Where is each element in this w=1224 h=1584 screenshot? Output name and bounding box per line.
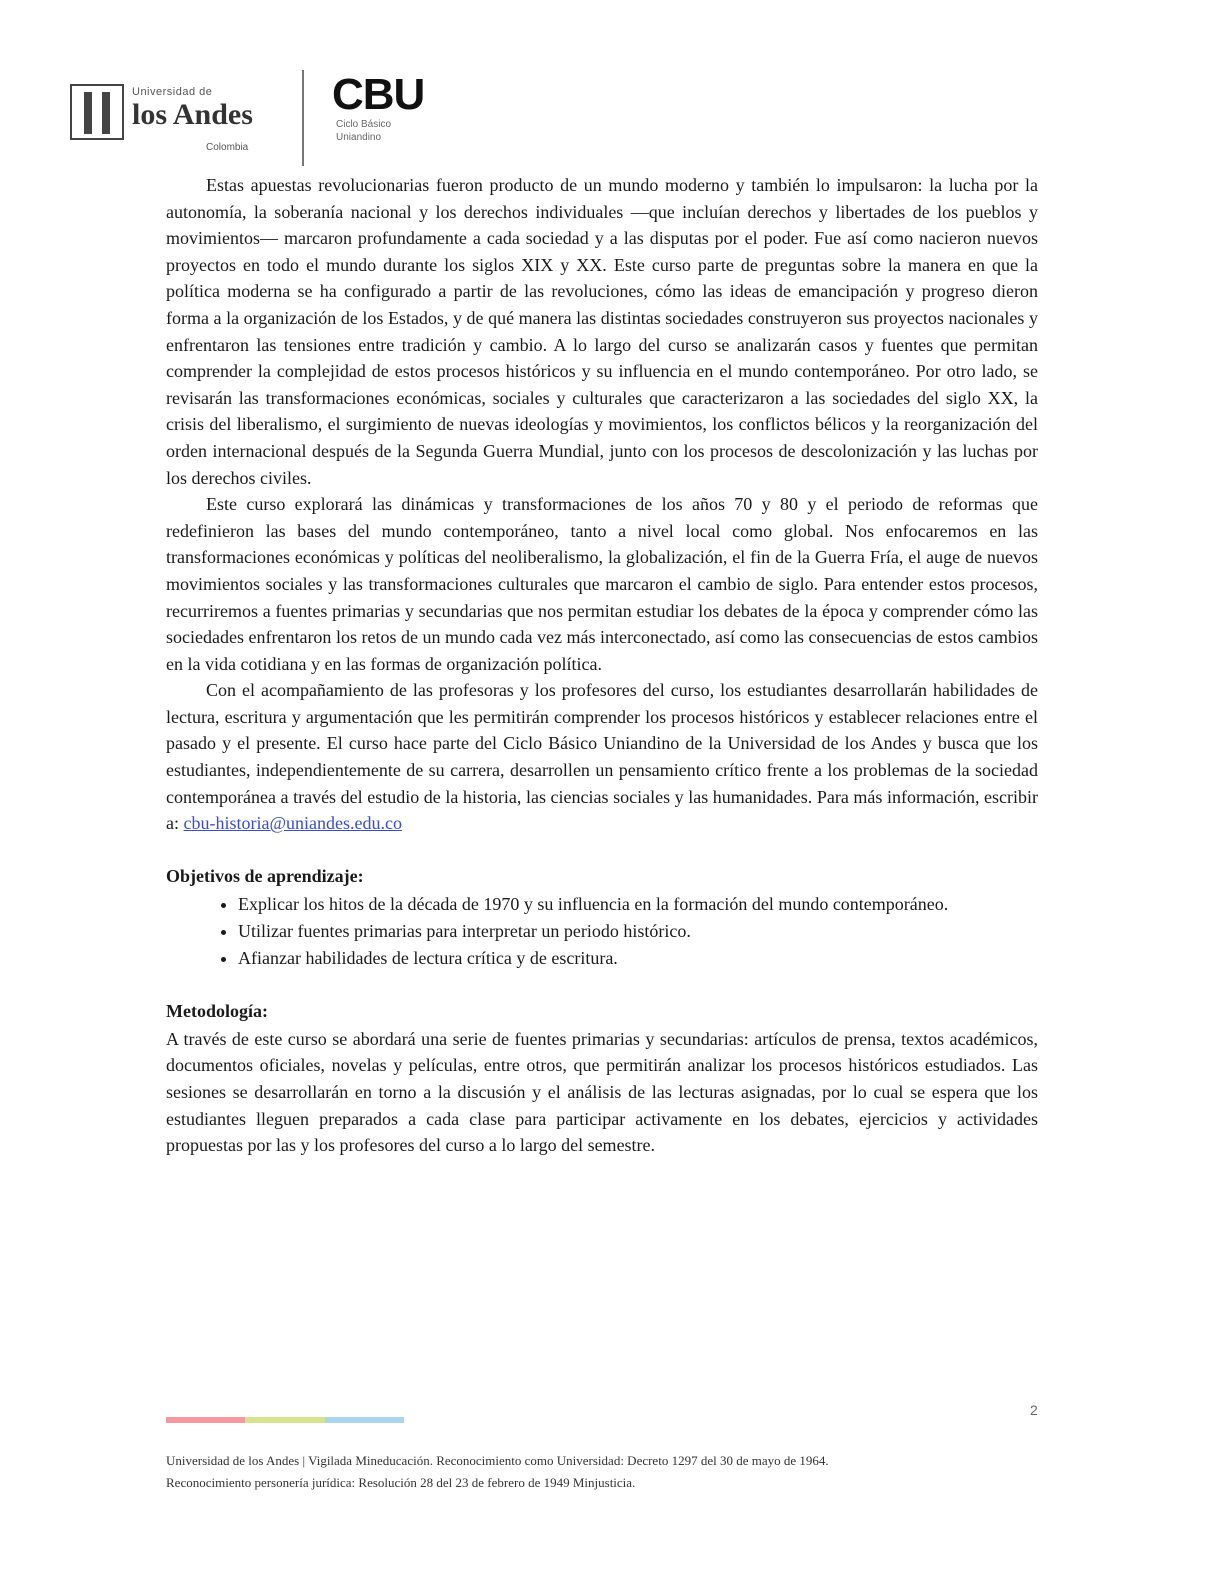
document-body xyxy=(166,172,1038,1159)
uniandes-logo xyxy=(70,78,270,158)
body-paragraph-2: Este curso explorará las dinámicas y transformaciones de los años 70 y 80 y el periodo de reformas que redefinieron las bases del mundo contemporáneo, tanto a nivel local como global. Nos enfocaremos en las transformaciones económicas y políticas del neoliberalismo, la globalización, el fin de la Guerra Fría, el auge de nuevos movimientos sociales y las transformaciones culturales que marcaron el cambio de siglo. Para entender estos procesos, recurriremos a fuentes primarias y secundarias que nos permitan estudiar los debates de la época y comprender cómo las sociedades enfrentaron los retos de un mundo cada vez más interconectado, así como las consecuencias de estos cambios en la vida cotidiana y en las formas de organización política. xyxy=(166,494,1038,674)
objective-item: • Utilizar fuentes primarias para interpretar un periodo histórico. xyxy=(238,918,1038,945)
footer-line-2: Reconocimiento personería jurídica: Resolución 28 del 23 de febrero de 1949 Minjusticia. xyxy=(166,1475,636,1490)
footer-line-1: Universidad de los Andes | Vigilada Mineducación. Reconocimiento como Universidad: Decreto 1297 del 30 de mayo de 1964. xyxy=(166,1453,829,1468)
uniandes-logo-country: Colombia xyxy=(206,142,249,153)
uniandes-emblem-icon xyxy=(70,84,124,140)
objectives-list xyxy=(166,891,1038,972)
objectives-title: Objetivos de aprendizaje: xyxy=(166,865,364,886)
footer-text xyxy=(166,1450,866,1494)
uniandes-logo-name: los Andes xyxy=(132,98,253,131)
methodology-text: A través de este curso se abordará una serie de fuentes primarias y secundarias: artículos de prensa, textos académicos, documentos oficiales, novelas y películas, entre otros, que permitirán analizar los procesos históricos estudiados. Las sesiones se desarrollarán en torno a la discusión y el análisis de las lecturas asignadas, por lo cual se espera que los estudiantes lleguen preparados a cada clase para participar activamente en los debates, ejercicios y actividades propuestas por las y los profesores del curso a lo largo del semestre. xyxy=(166,1028,1038,1156)
methodology-title: Metodología: xyxy=(166,1000,268,1021)
page-number: 2 xyxy=(1030,1402,1038,1418)
header-logos xyxy=(70,70,450,170)
cbu-logo xyxy=(332,72,442,162)
body-paragraph-3 xyxy=(166,677,1038,837)
body-paragraph-1: Estas apuestas revolucionarias fueron producto de un mundo moderno y también lo impulsaron: la lucha por la autonomía, la soberanía nacional y los derechos individuales —que incluían derechos y libertades de los pueblos y movimientos— marcaron profundamente a cada sociedad y a las disputas por el poder. Fue así como nacieron nuevos proyectos en todo el mundo durante los siglos XIX y XX. Este curso parte de preguntas sobre la manera en que la política moderna se ha configurado a partir de las revoluciones, cómo las ideas de emancipación y progreso dieron forma a la organización de los Estados, y de qué manera las distintas sociedades construyeron sus proyectos nacionales y enfrentaron las tensiones entre tradición y cambio. A lo largo del curso se analizarán casos y fuentes que permitan comprender la complejidad de estos procesos históricos y su influencia en el mundo contemporáneo. Por otro lado, se revisarán las transformaciones económicas, sociales y culturales que caracterizaron a las sociedades del siglo XX, la crisis del liberalismo, el surgimiento de nuevas ideologías y movimientos, los conflictos bélicos y la reorganización del orden internacional después de la Segunda Guerra Mundial, junto con los procesos de descolonización y las luchas por los derechos civiles. xyxy=(166,175,1038,488)
contact-email-link[interactable]: cbu-historia@uniandes.edu.co xyxy=(183,813,403,834)
footer-color-bar xyxy=(166,1417,404,1423)
color-bar-segment xyxy=(325,1417,404,1423)
cbu-caption-line2: Uniandino xyxy=(336,132,382,143)
color-bar-segment xyxy=(166,1417,245,1423)
body-paragraph-3-text: Con el acompañamiento de las profesoras y los profesores del curso, los estudiantes desarrollarán habilidades de lectura, escritura y argumentación que les permitirán comprender los procesos históricos y establecer relaciones entre el pasado y el presente. El curso hace parte del Ciclo Básico Uniandino de la Universidad de los Andes y busca que los estudiantes, independientemente de su carrera, desarrollen un pensamiento crítico frente a los problemas de la sociedad contemporánea a través del estudio de la historia, las ciencias sociales y las humanidades. Para más información, escribir a: xyxy=(166,680,1038,834)
cbu-logo-letters: CBU xyxy=(332,70,425,119)
cbu-caption-line1: Ciclo Básico xyxy=(336,119,392,130)
color-bar-segment xyxy=(245,1417,324,1423)
logo-divider xyxy=(302,70,304,166)
objective-item: • Explicar los hitos de la década de 1970 y su influencia en la formación del mundo contemporáneo. xyxy=(238,891,1038,918)
objective-item: • Afianzar habilidades de lectura crítica y de escritura. xyxy=(238,945,1038,972)
uniandes-logo-small-text: Universidad de xyxy=(132,86,213,98)
